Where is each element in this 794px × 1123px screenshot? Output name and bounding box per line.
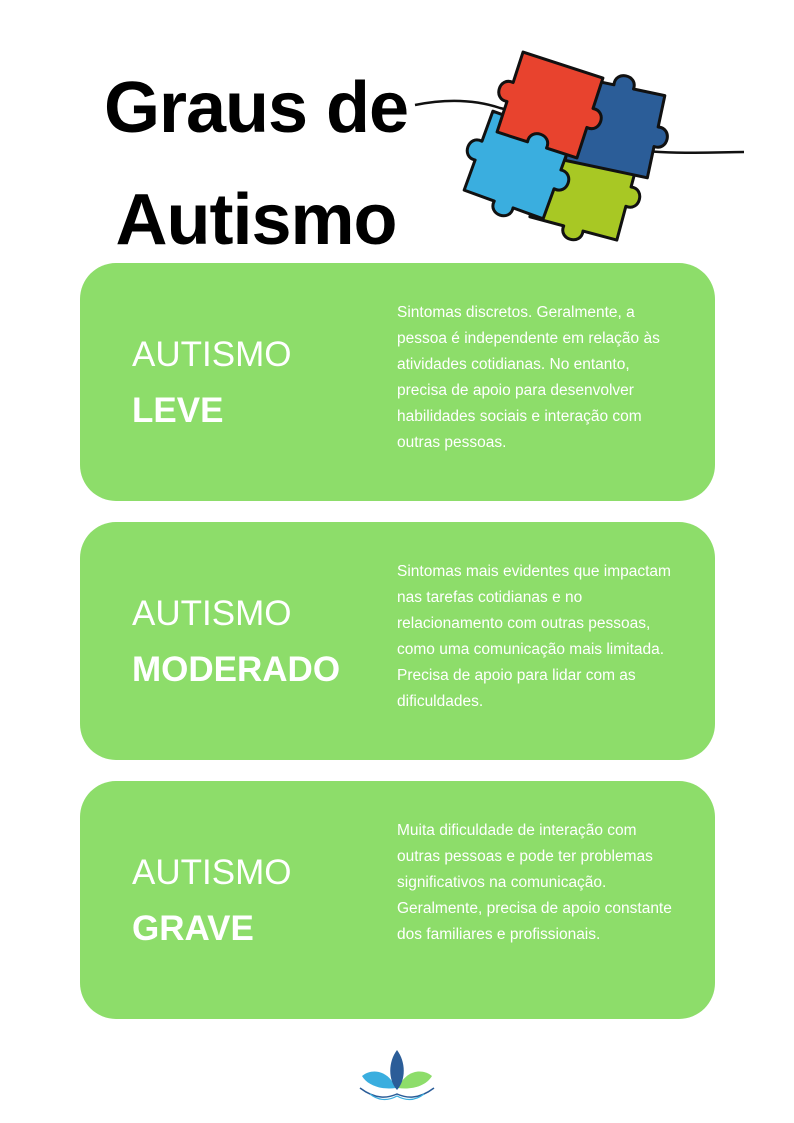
card-heading [132,586,382,698]
title-line-2: Autismo [115,180,397,260]
card-level: MODERADO [132,650,341,689]
card-autismo-leve [80,263,715,501]
card-heading [132,327,382,439]
lotus-icon [358,1048,436,1104]
card-description: Muita dificuldade de interação com outras pessoas e pode ter problemas significativos na comunicação. Geralmente, precisa de apoio constante dos familiares e profissionais. [397,822,672,943]
card-autismo-grave [80,781,715,1019]
title-line-1: Graus de [103,68,409,148]
card-level: LEVE [132,391,224,430]
card-description: Sintomas discretos. Geralmente, a pessoa é independente em relação às atividades cotidianas. No entanto, precisa de apoio para desenvolver habilidades sociais e interação com outras pessoas. [397,304,660,451]
card-label: AUTISMO [132,335,292,374]
page-title [96,52,416,276]
card-description: Sintomas mais evidentes que impactam nas tarefas cotidianas e no relacionamento com outras pessoas, como uma comunicação mais limitada. Precisa de apoio para lidar com as dificuldades. [397,563,671,710]
card-level: GRAVE [132,909,254,948]
card-label: AUTISMO [132,853,292,892]
puzzle-pieces-icon [410,40,750,250]
card-heading [132,845,382,957]
card-label: AUTISMO [132,594,292,633]
card-autismo-moderado [80,522,715,760]
